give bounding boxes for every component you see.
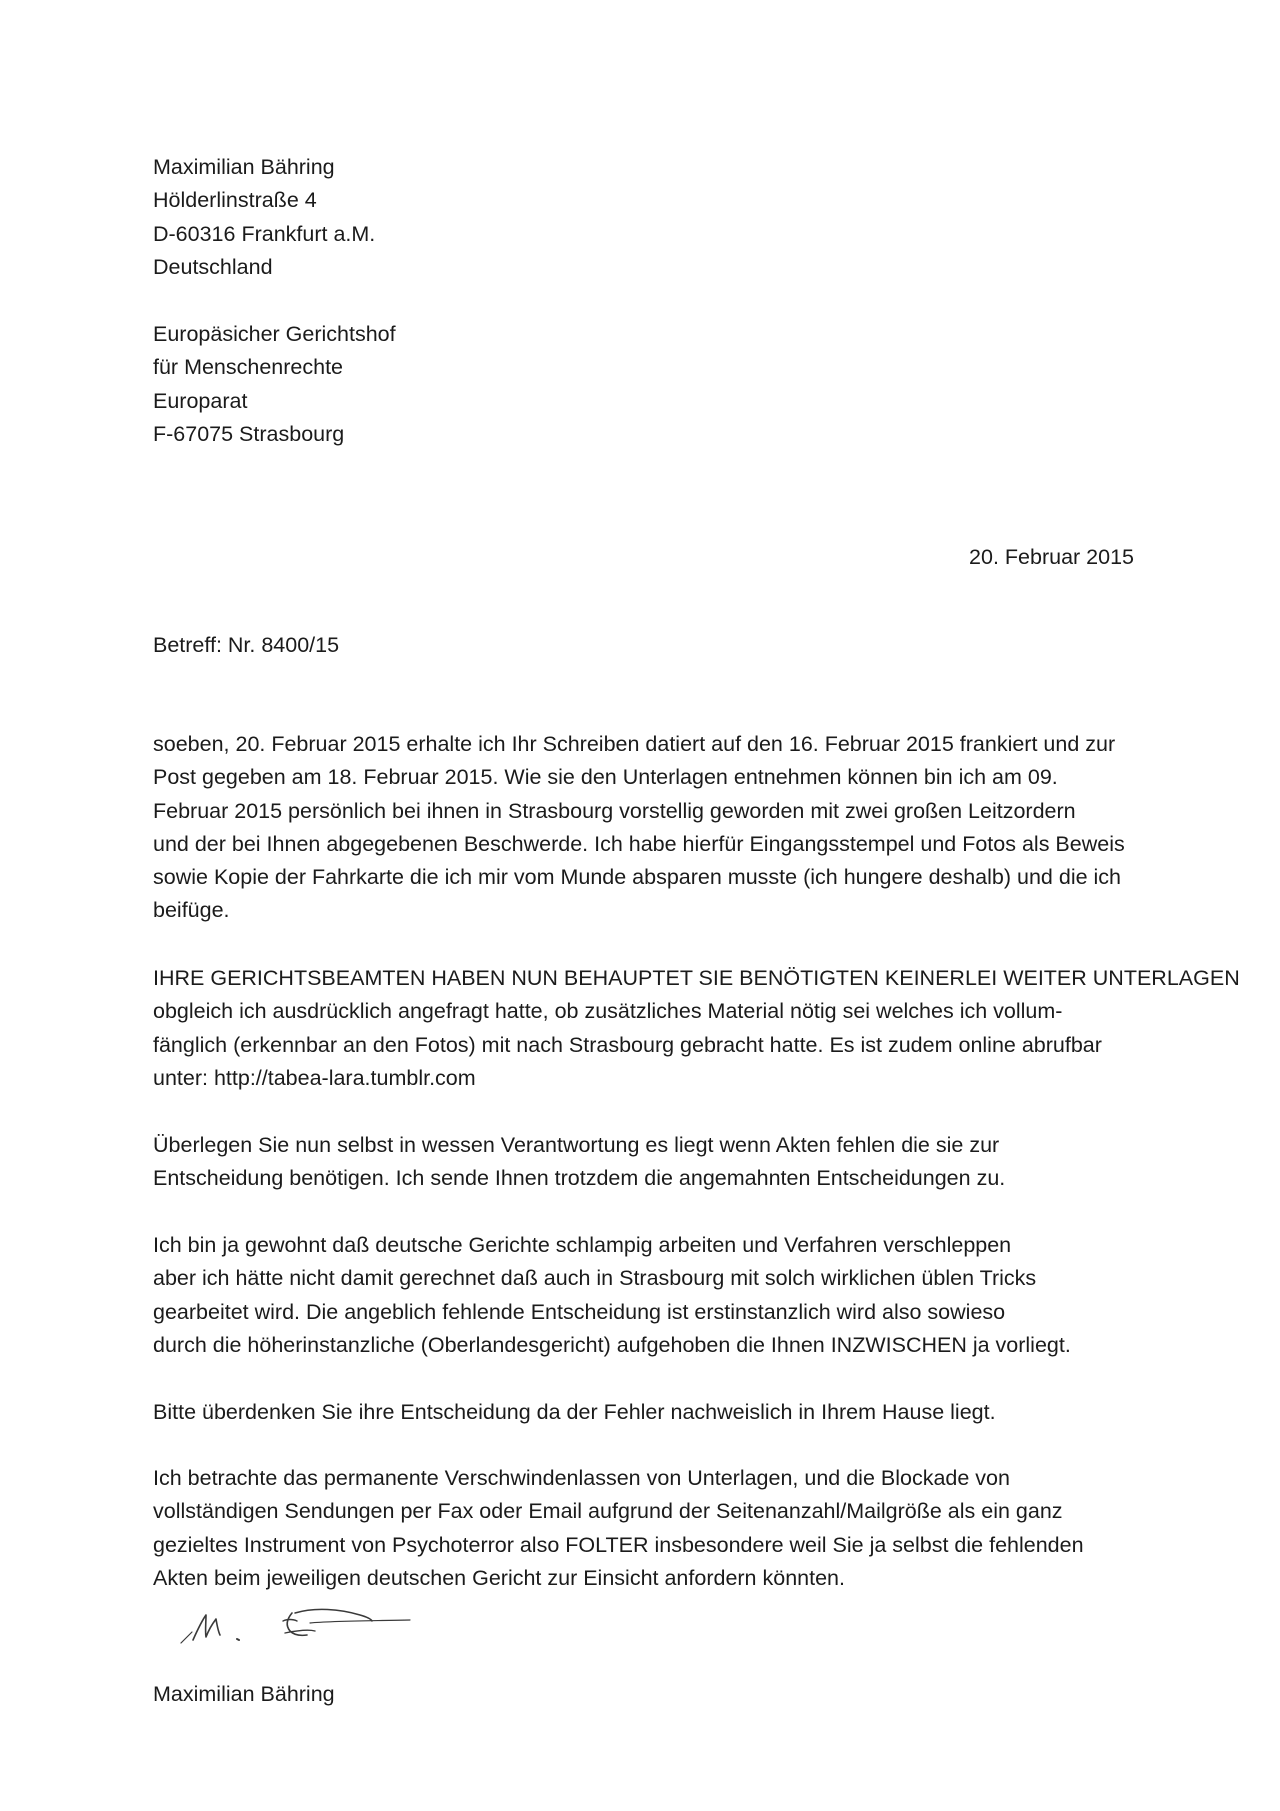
recipient-address (153, 318, 396, 452)
paragraph-line: sowie Kopie der Fahrkarte die ich mir vom Munde absparen musste (ich hungere deshalb) und die ich (153, 865, 1122, 890)
paragraph-line: unter: http://tabea-lara.tumblr.com (153, 1065, 476, 1090)
paragraph-line: Februar 2015 persönlich bei ihnen in Strasbourg vorstellig geworden mit zwei großen Leitzordern (153, 798, 1076, 823)
letter-date: 20. Februar 2015 (969, 545, 1134, 569)
paragraph-line: Entscheidung benötigen. Ich sende Ihnen trotzdem die angemahnten Entscheidungen zu. (153, 1166, 1006, 1191)
sender-city: D-60316 Frankfurt a.M. (153, 221, 376, 246)
body-paragraph-2 (153, 962, 1240, 1095)
body-paragraph-3 (153, 1129, 1005, 1196)
paragraph-line: Bitte überdenken Sie ihre Entscheidung da der Fehler nachweislich in Ihrem Hause liegt. (153, 1400, 996, 1424)
body-paragraph-6 (153, 1462, 1084, 1595)
paragraph-line: und der bei Ihnen abgegebenen Beschwerde. Ich habe hierfür Eingangsstempel und Fotos als Beweis (153, 831, 1125, 856)
paragraph-line: Ich bin ja gewohnt daß deutsche Gerichte schlampig arbeiten und Verfahren verschleppen (153, 1233, 1012, 1257)
paragraph-line: soeben, 20. Februar 2015 erhalte ich Ihr Schreiben datiert auf den 16. Februar 2015 frankiert und zur (153, 732, 1116, 756)
paragraph-line: fänglich (erkennbar an den Fotos) mit nach Strasbourg gebracht hatte. Es ist zudem online abrufbar (153, 1032, 1102, 1057)
sender-address (153, 151, 375, 285)
sender-name: Maximilian Bähring (153, 155, 335, 179)
subject-line: Betreff: Nr. 8400/15 (153, 633, 340, 657)
paragraph-line: IHRE GERICHTSBEAMTEN HABEN NUN BEHAUPTET SIE BENÖTIGTEN KEINERLEI WEITER UNTERLAGEN (153, 966, 1240, 990)
paragraph-line: gearbeitet wird. Die angeblich fehlende Entscheidung ist erstinstanzlich wird also sowieso (153, 1299, 1006, 1324)
paragraph-line: obgleich ich ausdrücklich angefragt hatte, ob zusätzliches Material nötig sei welches ich vollum- (153, 999, 1063, 1024)
paragraph-line: Überlegen Sie nun selbst in wessen Verantwortung es liegt wenn Akten fehlen die sie zur (153, 1133, 1000, 1157)
recipient-line: Europarat (153, 388, 248, 413)
body-paragraph-4 (153, 1229, 1071, 1362)
paragraph-line: beifüge. (153, 898, 230, 923)
closing-name: Maximilian Bähring (153, 1682, 335, 1706)
recipient-line: Europäsicher Gerichtshof (153, 322, 396, 346)
sender-street: Hölderlinstraße 4 (153, 188, 317, 213)
recipient-line: für Menschenrechte (153, 355, 344, 380)
handwritten-signature-icon (175, 1595, 425, 1655)
body-paragraph-5 (153, 1396, 996, 1429)
paragraph-line: aber ich hätte nicht damit gerechnet daß auch in Strasbourg mit solch wirklichen üblen Tricks (153, 1266, 1037, 1291)
recipient-line: F-67075 Strasbourg (153, 422, 345, 447)
paragraph-line: Akten beim jeweiligen deutschen Gericht zur Einsicht anfordern könnten. (153, 1565, 845, 1590)
paragraph-line: vollständigen Sendungen per Fax oder Email aufgrund der Seitenanzahl/Mailgröße als ein ganz (153, 1499, 1063, 1524)
sender-country: Deutschland (153, 255, 273, 280)
paragraph-line: durch die höherinstanzliche (Oberlandesgericht) aufgehoben die Ihnen INZWISCHEN ja vorliegt. (153, 1332, 1071, 1357)
paragraph-line: Ich betrachte das permanente Verschwindenlassen von Unterlagen, und die Blockade von (153, 1466, 1010, 1490)
body-paragraph-1 (153, 728, 1125, 928)
paragraph-line: Post gegeben am 18. Februar 2015. Wie sie den Unterlagen entnehmen können bin ich am 09. (153, 765, 1058, 790)
paragraph-line: gezieltes Instrument von Psychoterror also FOLTER insbesondere weil Sie ja selbst die fehlenden (153, 1532, 1084, 1557)
